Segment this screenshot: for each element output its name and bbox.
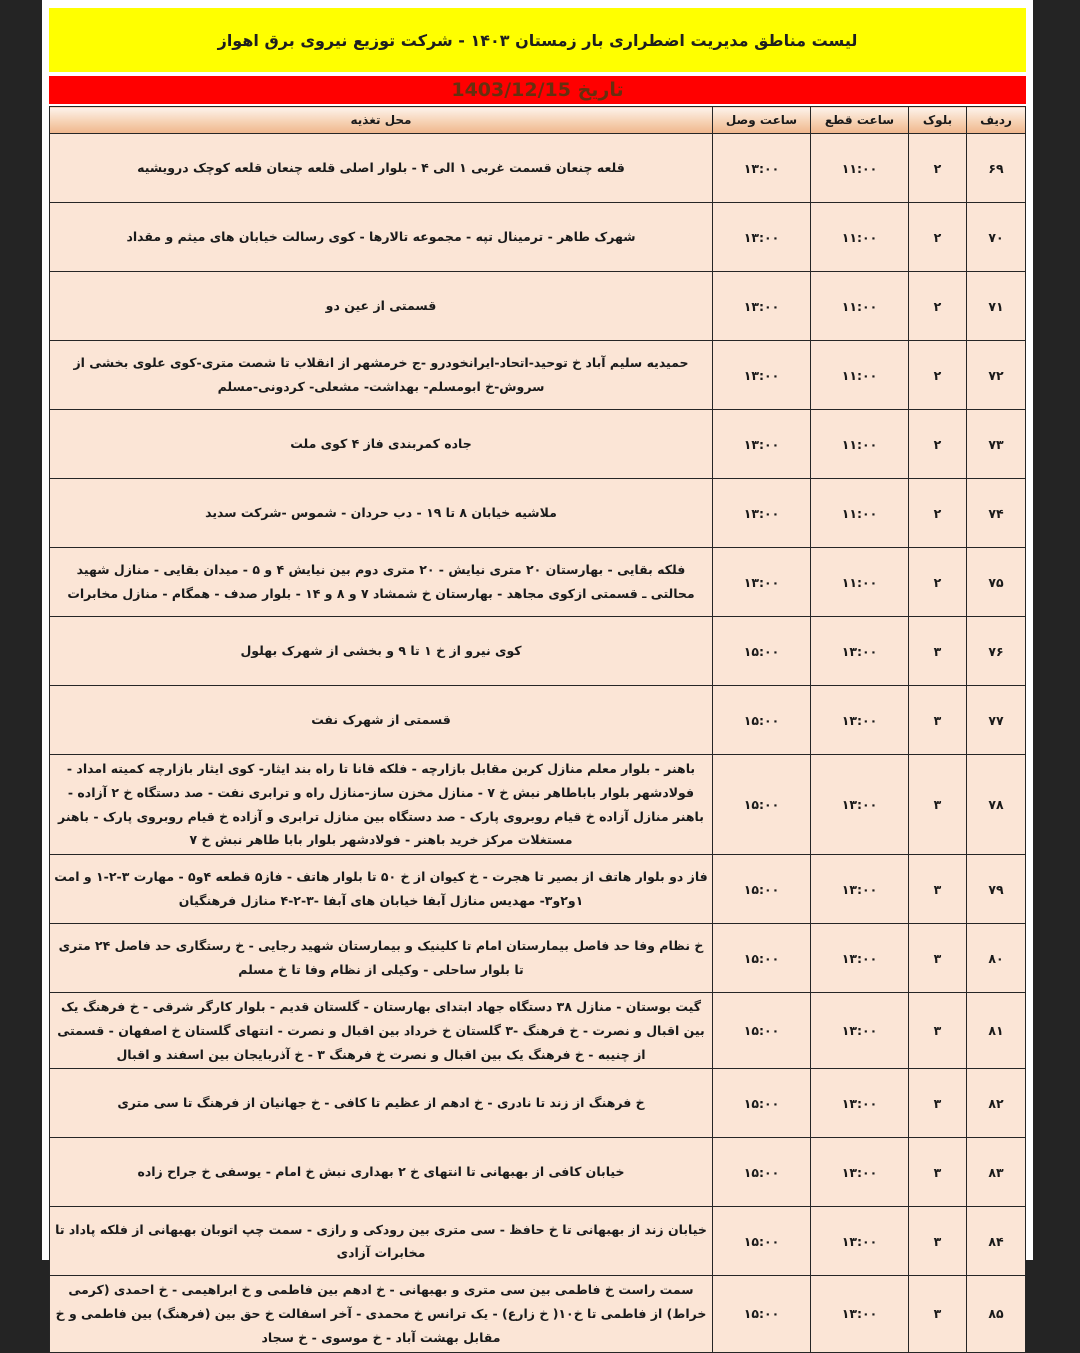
cell-reconnect-time: ۱۳:۰۰	[713, 203, 811, 272]
cell-block: ۳	[909, 924, 967, 993]
table-row	[50, 755, 1026, 855]
cell-reconnect-time: ۱۳:۰۰	[713, 410, 811, 479]
table-row	[50, 617, 1026, 686]
cell-row-number: ۷۴	[967, 479, 1026, 548]
cell-cut-time: ۱۳:۰۰	[811, 993, 909, 1069]
cell-row-number: ۶۹	[967, 134, 1026, 203]
cell-feed-location: فاز دو بلوار هاتف از بصیر تا هجرت - خ کیوان از خ ۵۰ تا بلوار هاتف - فاز۵ قطعه ۴و۵ - مهارت ۳-۲-۱ و امت ۱و۲و۳- مهدیس منازل آبفا خیابان های آبفا -۳-۲-۴ منازل فرهنگیان	[50, 855, 713, 924]
cell-feed-location: شهرک طاهر - ترمینال تپه - مجموعه تالارها - کوی رسالت خیابان های میثم و مقداد	[50, 203, 713, 272]
cell-block: ۳	[909, 1276, 967, 1352]
table-row	[50, 1069, 1026, 1138]
cell-block: ۲	[909, 203, 967, 272]
cell-block: ۲	[909, 410, 967, 479]
cell-block: ۳	[909, 993, 967, 1069]
cell-cut-time: ۱۳:۰۰	[811, 686, 909, 755]
cell-cut-time: ۱۱:۰۰	[811, 341, 909, 410]
header-block: بلوک	[909, 107, 967, 134]
cell-feed-location: باهنر - بلوار معلم منازل کربن مقابل بازارچه - فلکه قانا تا راه بند ایثار- کوی ایثار بازارچه کمیته امداد - فولادشهر بلوار باباطاهر نبش خ ۷ - منازل مخزن ساز-منازل راه و ترابری نفت - صد دستگاه خ ۲ آزاده - باهنر منازل آزاده خ قیام روبروی پارک - صد دستگاه بین منازل ترابری و آزاده خ قیام روبروی پارک - باهنر مستغلات مرکز خرید باهنر - فولادشهر بلوار بابا طاهر نبش خ ۷	[50, 755, 713, 855]
cell-cut-time: ۱۳:۰۰	[811, 855, 909, 924]
table-header-row	[50, 107, 1026, 134]
cell-feed-location: قلعه چنعان قسمت غربی ۱ الی ۴ - بلوار اصلی قلعه چنعان قلعه کوچک درویشیه	[50, 134, 713, 203]
cell-reconnect-time: ۱۳:۰۰	[713, 341, 811, 410]
cell-feed-location: کوی نیرو از خ ۱ تا ۹ و بخشی از شهرک بهلول	[50, 617, 713, 686]
document-page	[42, 0, 1033, 1345]
cell-row-number: ۸۱	[967, 993, 1026, 1069]
date-text: تاریخ 1403/12/15	[451, 78, 624, 101]
cell-feed-location: سمت راست خ فاطمی بین سی متری و بهبهانی - خ ادهم بین فاطمی و خ ابراهیمی - خ احمدی (کرمی خراط) از فاطمی تا خ۱۰( خ زارع) - یک ترانس خ محمدی - آخر اسفالت خ حق بین (فرهنگ) بین فاطمی و خ مقابل بهشت آباد - خ موسوی - خ سجاد	[50, 1276, 713, 1352]
cell-reconnect-time: ۱۳:۰۰	[713, 272, 811, 341]
cell-row-number: ۸۳	[967, 1138, 1026, 1207]
cell-row-number: ۷۸	[967, 755, 1026, 855]
cell-feed-location: گیت بوستان - منازل ۳۸ دستگاه جهاد ابتدای بهارستان - گلستان قدیم - بلوار کارگر شرقی - خ فرهنگ یک بین اقبال و نصرت - خ فرهنگ -۳ گلستان خ خرداد بین اقبال و نصرت - انتهای گلستان خ اصفهان - قسمتی از چنیبه - خ فرهنگ یک بین اقبال و نصرت خ فرهنگ ۳ - خ آذربایجان بین اسفند و اقبال	[50, 993, 713, 1069]
header-feed-location: محل تغذیه	[50, 107, 713, 134]
cell-reconnect-time: ۱۵:۰۰	[713, 1138, 811, 1207]
cell-row-number: ۷۹	[967, 855, 1026, 924]
cell-block: ۳	[909, 686, 967, 755]
table-row	[50, 1207, 1026, 1276]
cell-feed-location: قسمتی از شهرک نفت	[50, 686, 713, 755]
cell-row-number: ۸۲	[967, 1069, 1026, 1138]
cell-cut-time: ۱۱:۰۰	[811, 134, 909, 203]
cell-reconnect-time: ۱۵:۰۰	[713, 617, 811, 686]
cell-row-number: ۸۴	[967, 1207, 1026, 1276]
cell-block: ۳	[909, 1207, 967, 1276]
cell-cut-time: ۱۳:۰۰	[811, 755, 909, 855]
cell-reconnect-time: ۱۵:۰۰	[713, 1276, 811, 1352]
cell-row-number: ۸۵	[967, 1276, 1026, 1352]
table-row	[50, 1276, 1026, 1352]
cell-row-number: ۷۷	[967, 686, 1026, 755]
cell-cut-time: ۱۳:۰۰	[811, 1138, 909, 1207]
cell-block: ۲	[909, 134, 967, 203]
cell-cut-time: ۱۳:۰۰	[811, 924, 909, 993]
cell-cut-time: ۱۳:۰۰	[811, 1207, 909, 1276]
cell-cut-time: ۱۱:۰۰	[811, 410, 909, 479]
table-row	[50, 924, 1026, 993]
cell-feed-location: جاده کمربندی فاز ۴ کوی ملت	[50, 410, 713, 479]
cell-feed-location: قسمتی از عین دو	[50, 272, 713, 341]
header-cut-time: ساعت قطع	[811, 107, 909, 134]
cell-reconnect-time: ۱۵:۰۰	[713, 855, 811, 924]
table-row	[50, 272, 1026, 341]
cell-block: ۳	[909, 855, 967, 924]
cell-reconnect-time: ۱۳:۰۰	[713, 479, 811, 548]
cell-cut-time: ۱۱:۰۰	[811, 272, 909, 341]
cell-feed-location: خیابان کافی از بهبهانی تا انتهای خ ۲ بهداری نبش خ امام - یوسفی خ جراح زاده	[50, 1138, 713, 1207]
outage-table	[49, 106, 1026, 1353]
table-row	[50, 134, 1026, 203]
cell-feed-location: حمیدیه سلیم آباد خ توحید-اتحاد-ایرانخودرو -ج خرمشهر از انقلاب تا شصت متری-کوی علوی بخشی از سروش-خ ابومسلم- بهداشت- مشعلی- کردونی-مسلم	[50, 341, 713, 410]
cell-reconnect-time: ۱۵:۰۰	[713, 1207, 811, 1276]
cell-reconnect-time: ۱۵:۰۰	[713, 1069, 811, 1138]
cell-cut-time: ۱۱:۰۰	[811, 479, 909, 548]
cell-block: ۳	[909, 617, 967, 686]
cell-reconnect-time: ۱۵:۰۰	[713, 924, 811, 993]
cell-block: ۳	[909, 755, 967, 855]
document-title-banner	[49, 8, 1026, 72]
cell-row-number: ۷۲	[967, 341, 1026, 410]
table-row	[50, 341, 1026, 410]
cell-cut-time: ۱۱:۰۰	[811, 548, 909, 617]
cell-reconnect-time: ۱۳:۰۰	[713, 548, 811, 617]
cell-reconnect-time: ۱۵:۰۰	[713, 755, 811, 855]
cell-block: ۳	[909, 1138, 967, 1207]
date-banner	[49, 76, 1026, 104]
table-row	[50, 686, 1026, 755]
cell-block: ۲	[909, 341, 967, 410]
cell-block: ۲	[909, 272, 967, 341]
table-row	[50, 855, 1026, 924]
cell-feed-location: خ فرهنگ از زند تا نادری - خ ادهم از عظیم تا کافی - خ جهانیان از فرهنگ تا سی متری	[50, 1069, 713, 1138]
table-row	[50, 479, 1026, 548]
table-row	[50, 1138, 1026, 1207]
cell-reconnect-time: ۱۵:۰۰	[713, 686, 811, 755]
cell-cut-time: ۱۳:۰۰	[811, 1069, 909, 1138]
cell-block: ۲	[909, 548, 967, 617]
cell-reconnect-time: ۱۵:۰۰	[713, 993, 811, 1069]
table-row	[50, 203, 1026, 272]
cell-cut-time: ۱۱:۰۰	[811, 203, 909, 272]
table-body	[50, 134, 1026, 1353]
cell-feed-location: خیابان زند از بهبهانی تا خ حافظ - سی متری بین رودکی و رازی - سمت چپ اتوبان بهبهانی از فلکه پاداد تا مخابرات آزادی	[50, 1207, 713, 1276]
cell-row-number: ۷۰	[967, 203, 1026, 272]
cell-cut-time: ۱۳:۰۰	[811, 1276, 909, 1352]
cell-row-number: ۷۶	[967, 617, 1026, 686]
cell-cut-time: ۱۳:۰۰	[811, 617, 909, 686]
cell-row-number: ۸۰	[967, 924, 1026, 993]
cell-row-number: ۷۵	[967, 548, 1026, 617]
header-reconnect-time: ساعت وصل	[713, 107, 811, 134]
cell-feed-location: فلکه بقایی - بهارستان ۲۰ متری نیایش - ۲۰ متری دوم بین نیایش ۴ و ۵ - میدان بقایی - منازل شهید محالتی ـ قسمتی ازکوی مجاهد - بهارستان خ شمشاد ۷ و ۸ و ۱۴ - بلوار صدف - همگام - منازل مخابرات	[50, 548, 713, 617]
document-title: لیست مناطق مدیریت اضطراری بار زمستان ۱۴۰۳ - شرکت توزیع نیروی برق اهواز	[217, 30, 858, 50]
cell-block: ۲	[909, 479, 967, 548]
cell-reconnect-time: ۱۳:۰۰	[713, 134, 811, 203]
table-row	[50, 548, 1026, 617]
cell-feed-location: خ نظام وفا حد فاصل بیمارستان امام تا کلینیک و بیمارستان شهید رجایی - خ رستگاری حد فاصل ۲۴ متری تا بلوار ساحلی - وکیلی از نظام وفا تا خ مسلم	[50, 924, 713, 993]
cell-row-number: ۷۳	[967, 410, 1026, 479]
cell-block: ۳	[909, 1069, 967, 1138]
cell-row-number: ۷۱	[967, 272, 1026, 341]
cell-feed-location: ملاشیه خیابان ۸ تا ۱۹ - دب حردان - شموس -شرکت سدید	[50, 479, 713, 548]
table-row	[50, 410, 1026, 479]
table-row	[50, 993, 1026, 1069]
header-row-number: ردیف	[967, 107, 1026, 134]
